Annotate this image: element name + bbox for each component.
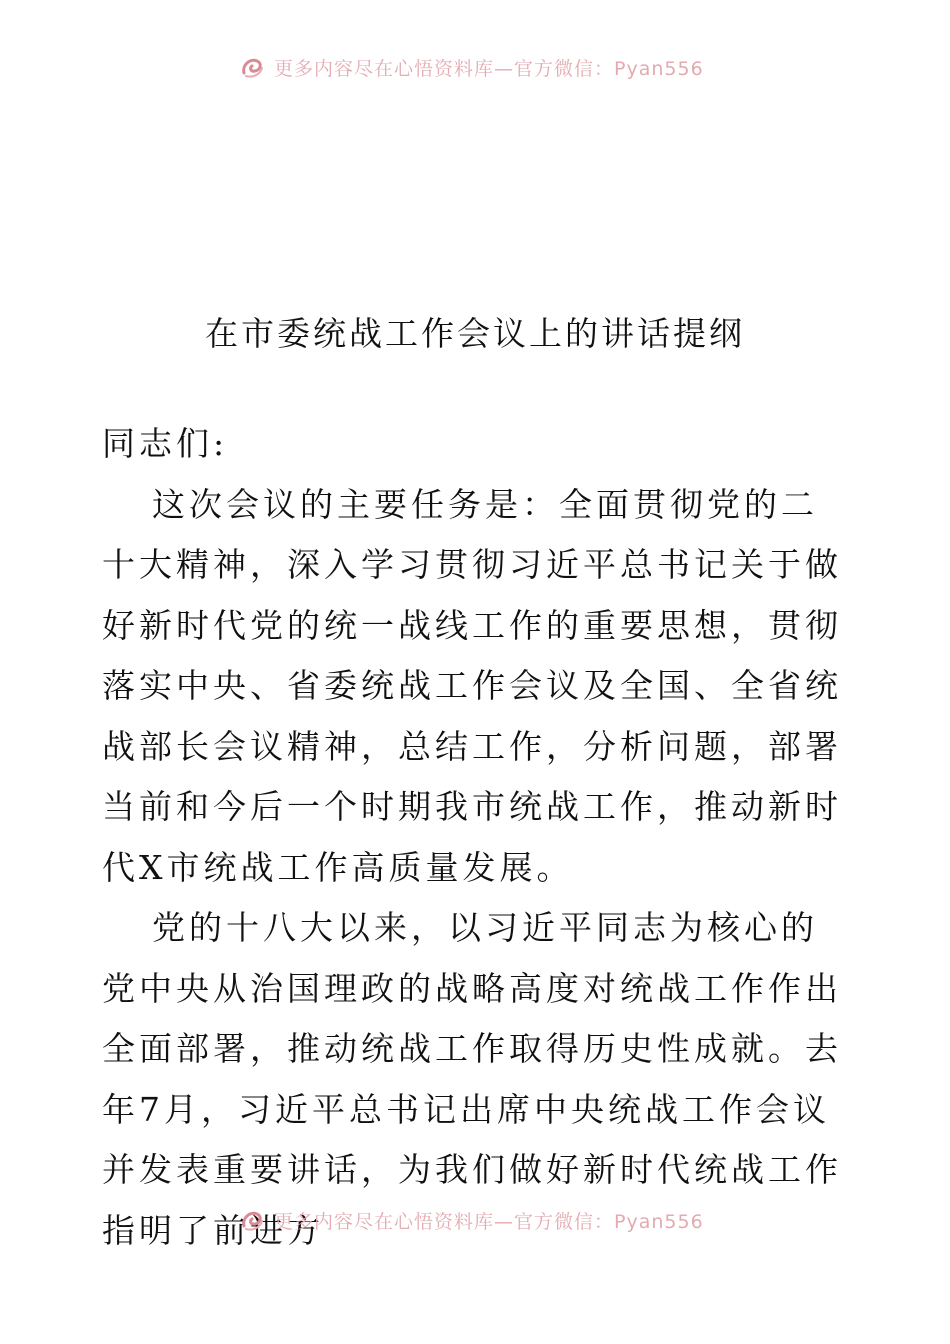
- swirl-logo-icon: [238, 1206, 266, 1234]
- greeting: 同志们:: [102, 424, 229, 463]
- paragraph-2: 党的十八大以来，以习近平同志为核心的党中央从治国理政的战略高度对统战工作作出全面部署，推动统战工作取得历史性成就。去年7月，习近平总书记出席中央统战工作会议并发表重要讲话，为我们做好新时代统战工作指明了前进方: [102, 908, 842, 1250]
- watermark-header: [238, 52, 758, 82]
- document-body: [102, 414, 854, 1261]
- swirl-logo-icon: [238, 53, 266, 81]
- watermark-footer: [238, 1205, 758, 1235]
- document-title: 在市委统战工作会议上的讲话提纲: [205, 314, 745, 353]
- watermark-text: 更多内容尽在心悟资料库—官方微信：Pyan556: [274, 1210, 704, 1233]
- paragraph-1: 这次会议的主要任务是：全面贯彻党的二十大精神，深入学习贯彻习近平总书记关于做好新时代党的统一战线工作的重要思想，贯彻落实中央、省委统战工作会议及全国、全省统战部长会议精神，总结工作，分析问题，部署当前和今后一个时期我市统战工作，推动新时代X市统战工作高质量发展。: [102, 484, 842, 887]
- watermark-text: 更多内容尽在心悟资料库—官方微信：Pyan556: [274, 57, 704, 80]
